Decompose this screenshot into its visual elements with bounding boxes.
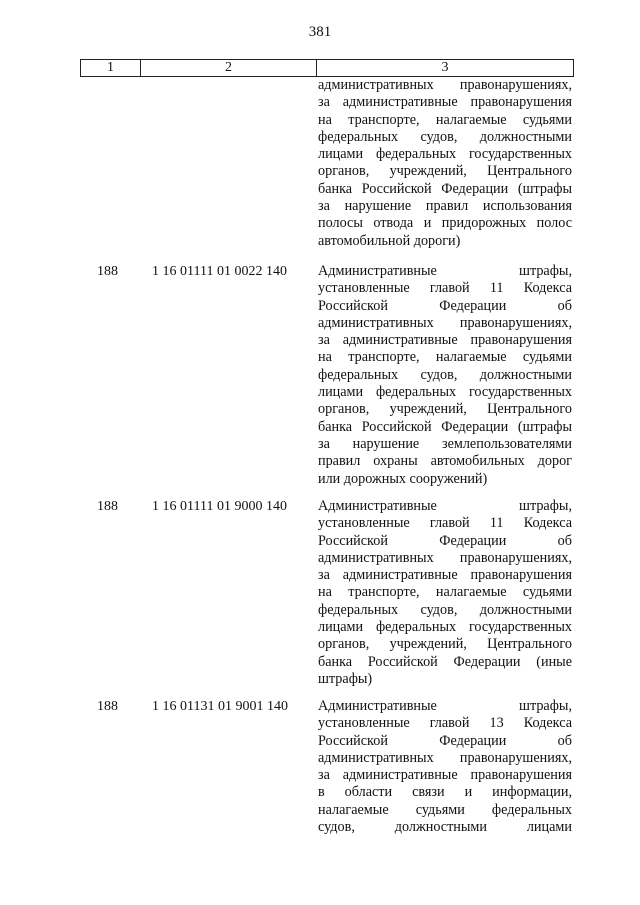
table-header bbox=[80, 59, 574, 77]
description-line: лицами федеральных государственных bbox=[318, 146, 572, 163]
description-line: органов, учреждений, Центрального bbox=[318, 636, 572, 653]
description-line: на транспорте, налагаемые судьями bbox=[318, 111, 572, 128]
description-line: за нарушение землепользователями bbox=[318, 435, 572, 452]
description-line: административных правонарушениях, bbox=[318, 549, 572, 566]
description-line: административных правонарушениях, bbox=[318, 314, 572, 331]
header-col-3: 3 bbox=[441, 60, 449, 75]
budget-code: 1 16 01131 01 9001 140 bbox=[152, 699, 288, 714]
description-line: лицами федеральных государственных bbox=[318, 619, 572, 636]
page-number: 381 bbox=[308, 24, 332, 40]
description-line: банка Российской Федерации (иные bbox=[318, 653, 572, 670]
header-col-1: 1 bbox=[81, 60, 141, 76]
description-line: федеральных судов, должностными bbox=[318, 366, 572, 383]
description-line: автомобильной дороги) bbox=[318, 232, 461, 249]
header-col-2: 2 bbox=[141, 60, 317, 76]
description-line: на транспорте, налагаемые судьями bbox=[318, 349, 572, 366]
description-line: лицами федеральных государственных bbox=[318, 384, 572, 401]
description-line: за административные правонарушения bbox=[318, 767, 572, 784]
description-line: налагаемые судьями федеральных bbox=[318, 801, 572, 818]
description-line: за административные правонарушения bbox=[318, 94, 572, 111]
description-line: судов, должностными лицами bbox=[318, 819, 572, 836]
description-line: установленные главой 11 Кодекса bbox=[318, 515, 572, 532]
description-line: Российской Федерации об bbox=[318, 732, 572, 749]
description-line: правил охраны автомобильных дорог bbox=[318, 453, 572, 470]
description-line: за нарушение правил использования bbox=[318, 198, 572, 215]
description-line: в области связи и информации, bbox=[318, 784, 572, 801]
continued-description bbox=[318, 77, 572, 250]
admin-code: 188 bbox=[97, 264, 118, 279]
budget-code: 1 16 01111 01 9000 140 bbox=[152, 499, 287, 514]
description-line: за административные правонарушения bbox=[318, 332, 572, 349]
description-line: Административные штрафы, bbox=[318, 263, 572, 279]
admin-code: 188 bbox=[97, 699, 118, 714]
description-line: федеральных судов, должностными bbox=[318, 601, 572, 618]
row-description bbox=[318, 698, 572, 836]
description-line: административных правонарушениях, bbox=[318, 77, 572, 93]
description-line: банка Российской Федерации (штрафы bbox=[318, 418, 572, 435]
description-line: федеральных судов, должностными bbox=[318, 128, 572, 145]
description-line: штрафы) bbox=[318, 670, 373, 687]
description-line: Российской Федерации об bbox=[318, 297, 572, 314]
row-description bbox=[318, 498, 572, 688]
description-line: банка Российской Федерации (штрафы bbox=[318, 180, 572, 197]
description-line: органов, учреждений, Центрального bbox=[318, 163, 572, 180]
description-line: на транспорте, налагаемые судьями bbox=[318, 584, 572, 601]
description-line: за административные правонарушения bbox=[318, 567, 572, 584]
description-line: Административные штрафы, bbox=[318, 498, 572, 514]
description-line: Административные штрафы, bbox=[318, 698, 572, 714]
row-description bbox=[318, 263, 572, 488]
description-line: органов, учреждений, Центрального bbox=[318, 401, 572, 418]
admin-code: 188 bbox=[97, 499, 118, 514]
description-line: установленные главой 13 Кодекса bbox=[318, 715, 572, 732]
description-line: административных правонарушениях, bbox=[318, 749, 572, 766]
description-line: полосы отвода и придорожных полос bbox=[318, 215, 572, 232]
budget-code: 1 16 01111 01 0022 140 bbox=[152, 264, 287, 279]
description-line: установленные главой 11 Кодекса bbox=[318, 280, 572, 297]
description-line: Российской Федерации об bbox=[318, 532, 572, 549]
description-line: или дорожных сооружений) bbox=[318, 470, 488, 487]
